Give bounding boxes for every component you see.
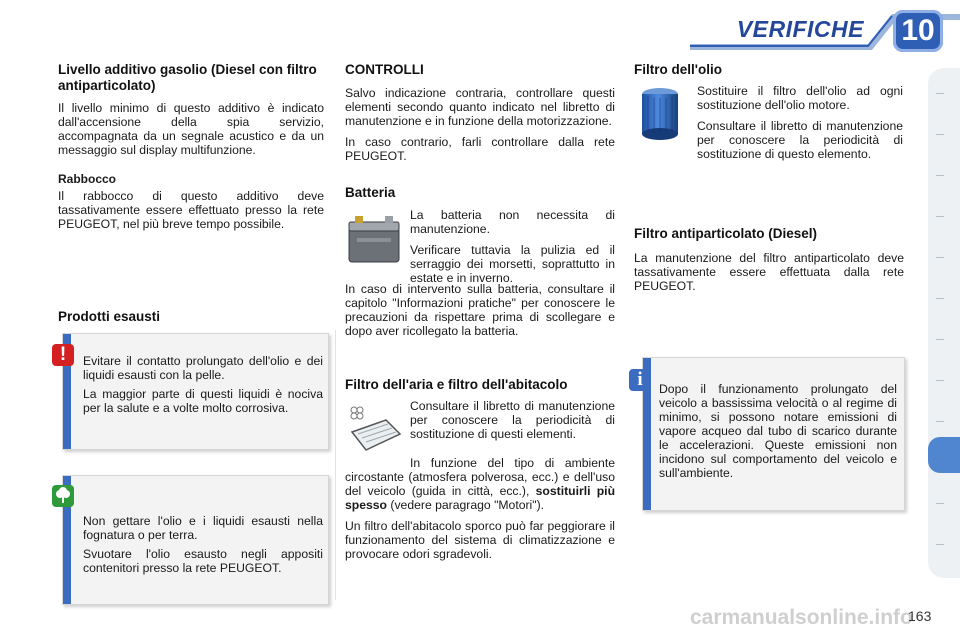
tab-divider xyxy=(936,216,944,217)
oil-filter-icon xyxy=(638,86,682,142)
tab-divider xyxy=(936,298,944,299)
section-title: CONTROLLI xyxy=(345,62,424,77)
paragraph: La batteria non necessita di manutenzione. xyxy=(410,208,615,236)
section-title: Filtro antiparticolato (Diesel) xyxy=(634,226,818,241)
chapter-number-badge: 10 xyxy=(893,10,943,52)
paragraph: Sostituire il filtro dell'olio ad ogni sostituzione dell'olio motore. xyxy=(697,84,903,112)
section-filtro-aria xyxy=(345,377,620,393)
eco-tree-icon xyxy=(52,485,74,507)
paragraph: La manutenzione del filtro antiparticolato deve tassativamente essere effettuata dalla rete PEUGEOT. xyxy=(634,251,904,293)
paragraph: Verificare tuttavia la pulizia ed il serraggio dei morsetti, soprattutto in estate e in inverno. xyxy=(410,243,615,285)
section-additivo xyxy=(58,62,324,238)
section-title: Filtro dell'olio xyxy=(634,62,722,77)
note-text: Evitare il contatto prolungato dell'olio e dei liquidi esausti con la pelle. xyxy=(83,354,323,382)
tab-divider xyxy=(936,380,944,381)
tab-divider xyxy=(936,175,944,176)
note-text: Non gettare l'olio e i liquidi esausti nella fognatura o per terra. xyxy=(83,514,323,542)
tab-divider xyxy=(936,339,944,340)
tab-divider xyxy=(936,93,944,94)
note-text: Svuotare l'olio esausto negli appositi contenitori presso la rete PEUGEOT. xyxy=(83,547,323,575)
section-controlli xyxy=(345,62,615,170)
emphasis-text: sostituirli più spesso xyxy=(345,484,616,512)
chapter-title: VERIFICHE xyxy=(736,16,864,42)
section-title: Prodotti esausti xyxy=(58,309,161,324)
paragraph: Un filtro dell'abitacolo sporco può far peggiorare il funzionamento del sistema di climatizzazione e provocare odori sgradevoli. xyxy=(345,519,615,561)
section-title: Batteria xyxy=(345,185,396,200)
tab-divider xyxy=(936,544,944,545)
section-title: Livello additivo gasolio (Diesel con filtro antiparticolato) xyxy=(58,62,317,93)
note-text: La maggior parte di questi liquidi è nociva per la salute e a volte molto corrosiva. xyxy=(83,387,323,415)
watermark: carmanualsonline.info xyxy=(690,606,913,629)
page-number: 163 xyxy=(908,608,932,624)
paragraph: In caso di intervento sulla batteria, consultare il capitolo "Informazioni pratiche" per conoscere le precauzioni da rispettare prima di scollegare e dopo aver ricollegato la batteria. xyxy=(345,282,615,338)
eco-note xyxy=(62,475,329,605)
info-note xyxy=(642,357,905,511)
tab-divider xyxy=(936,134,944,135)
info-icon: i xyxy=(629,369,651,391)
air-filter-icon xyxy=(346,404,402,454)
chapter-tab-strip xyxy=(928,68,960,578)
warning-icon: ! xyxy=(52,344,74,366)
section-batteria xyxy=(345,185,615,201)
paragraph: Consultare il libretto di manutenzione per conoscere la periodicità di sostituzione di questo elemento. xyxy=(697,119,903,161)
section-title: Filtro dell'aria e filtro dell'abitacolo xyxy=(345,377,568,392)
chapter-tab-active[interactable] xyxy=(928,437,960,473)
subheading: Rabbocco xyxy=(58,172,117,186)
column-divider xyxy=(335,330,336,600)
tab-divider xyxy=(936,421,944,422)
section-antiparticolato xyxy=(634,226,904,300)
section-filtro-olio xyxy=(634,62,904,78)
tab-divider xyxy=(936,257,944,258)
paragraph: Consultare il libretto di manutenzione per conoscere la periodicità di sostituzione di questi elementi. xyxy=(410,399,615,441)
tab-divider xyxy=(936,503,944,504)
paragraph: Salvo indicazione contraria, controllare questi elementi secondo quanto indicato nel libretto di manutenzione e in funzione della motorizzazione. xyxy=(345,86,615,128)
section-prodotti-esausti xyxy=(58,309,324,325)
paragraph: Il rabbocco di questo additivo deve tassativamente essere effettuato presso la rete PEUGEOT, nel più breve tempo possibile. xyxy=(58,189,324,231)
paragraph: In funzione del tipo di ambiente circostante (atmosfera polverosa, ecc.) e dell'uso del veicolo (guida in città, ecc.), sostituirli più spesso (vedere paragrago "Motori"). xyxy=(345,456,616,512)
warning-note xyxy=(62,333,329,450)
paragraph: Il livello minimo di questo additivo è indicato dall'accensione della spia servizio, accompagnata da un segnale acustico e da un messaggio sul display multifunzione. xyxy=(58,101,324,157)
paragraph: In caso contrario, farli controllare dalla rete PEUGEOT. xyxy=(345,135,615,163)
note-text: Dopo il funzionamento prolungato del veicolo a bassissima velocità o al regime di minimo, si possono notare emissioni di vapore acqueo dal tubo di scarico durante le accelerazioni. Queste emissioni non incidono sul comportamento del veicolo e sull'ambiente. xyxy=(659,382,897,480)
battery-icon xyxy=(345,214,403,266)
